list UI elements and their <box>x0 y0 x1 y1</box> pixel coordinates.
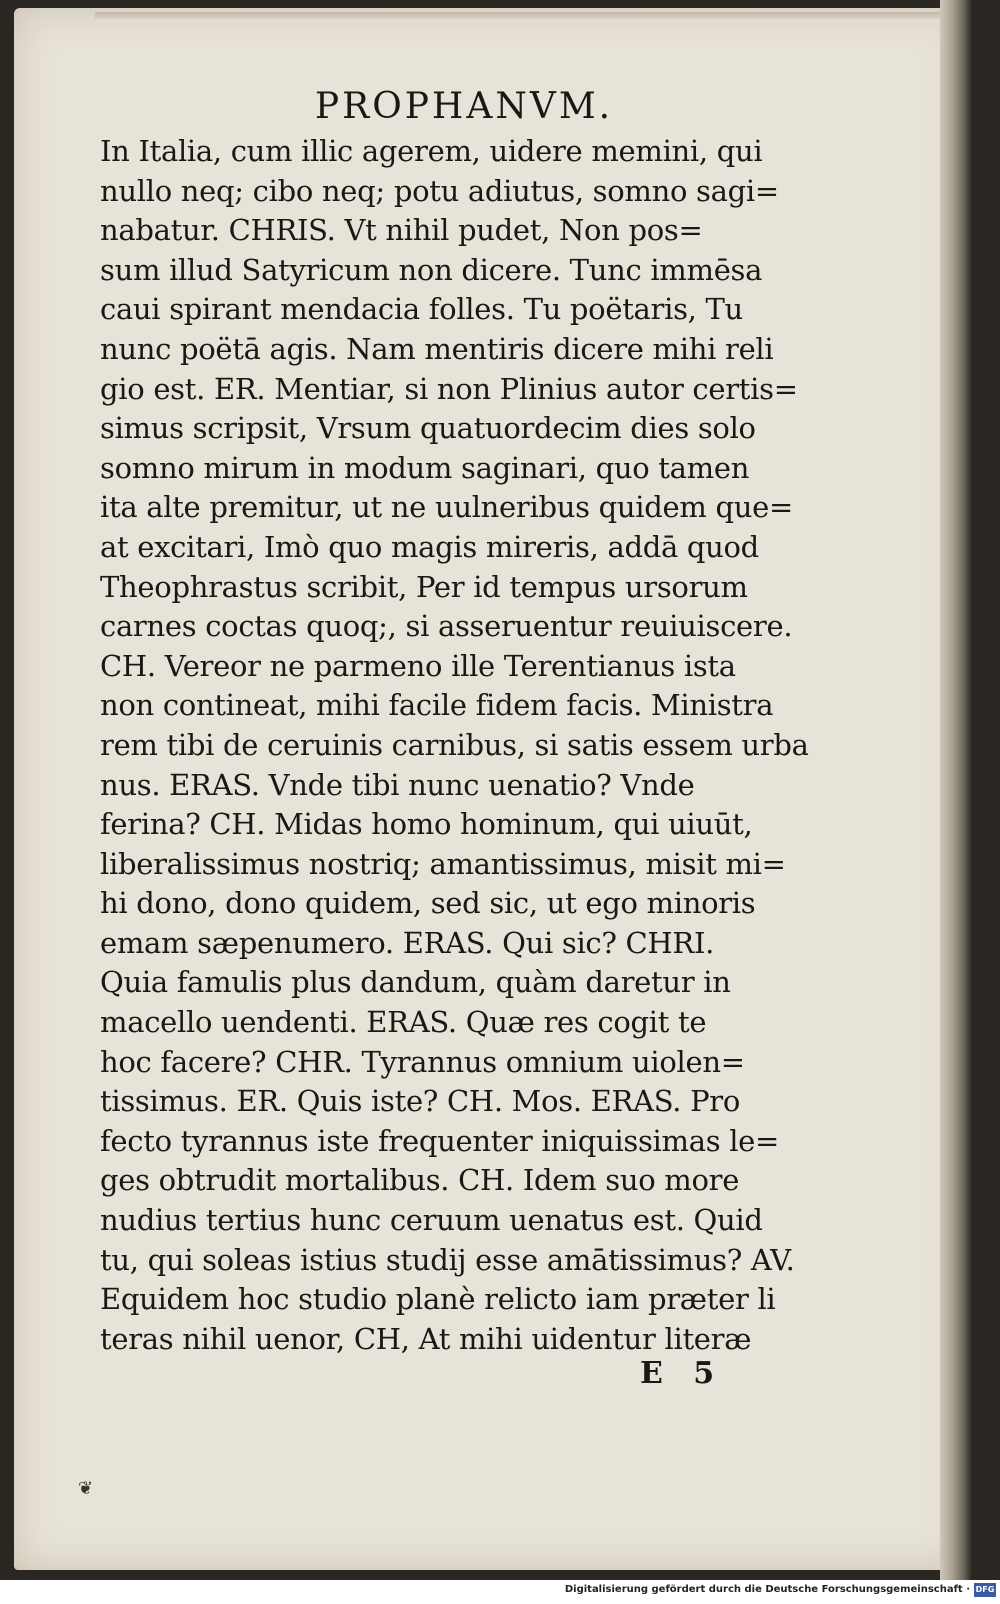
text-line: CH. Vereor ne parmeno ille Terentianus ista <box>100 648 736 683</box>
text-line: nudius tertius hunc ceruum uenatus est. Quid <box>100 1203 763 1238</box>
text-line: non contineat, mihi facile fidem facis. Ministra <box>100 688 774 723</box>
text-line: In Italia, cum illic agerem, uidere memini, qui <box>100 134 763 168</box>
text-line: gio est. ER. Mentiar, si non Plinius autor certis= <box>100 371 798 406</box>
text-line: emam sæpenumero. ERAS. Qui sic? CHRI. <box>100 925 715 960</box>
text-line: nunc poëtā agis. Nam mentiris dicere mihi reli <box>100 331 774 366</box>
text-line: ferina? CH. Midas homo hominum, qui uiuūt, <box>100 807 753 842</box>
text-line: carnes coctas quoq;, si asseruentur reuiuiscere. <box>100 609 793 644</box>
page-top-edge <box>94 12 964 22</box>
text-line: teras nihil uenor, CH, At mihi uidentur literæ <box>100 1321 752 1356</box>
ornament-icon: ❦ <box>78 1478 94 1499</box>
page-gutter <box>940 0 972 1580</box>
text-line: at excitari, Imò quo magis mireris, addā quod <box>100 529 759 564</box>
running-head: PROPHANVM. <box>314 86 614 127</box>
text-line: ges obtrudit mortalibus. CH. Idem suo more <box>100 1163 740 1198</box>
text-line: hi dono, dono quidem, sed sic, ut ego minoris <box>100 886 756 921</box>
text-line: liberalissimus nostriq; amantissimus, misit mi= <box>100 846 786 881</box>
text-line: macello uendenti. ERAS. Quæ res cogit te <box>100 1005 707 1040</box>
text-line: fecto tyrannus iste frequenter iniquissimas le= <box>100 1123 780 1158</box>
text-line: Theophrastus scribit, Per id tempus ursorum <box>100 569 748 604</box>
text-line: caui spirant mendacia folles. Tu poëtaris, Tu <box>100 292 743 327</box>
text-line: ita alte premitur, ut ne uulneribus quidem que= <box>100 490 793 525</box>
text-line: rem tibi de ceruinis carnibus, si satis essem urba <box>100 727 809 762</box>
text-line: sum illud Satyricum non dicere. Tunc immēsa <box>100 252 763 287</box>
text-line: tissimus. ER. Quis iste? CH. Mos. ERAS. Pro <box>100 1084 741 1119</box>
text-line: simus scripsit, Vrsum quatuordecim dies solo <box>100 411 756 446</box>
text-line: Equidem hoc studio planè relicto iam præter li <box>100 1282 776 1317</box>
footer-bar <box>0 1580 1000 1604</box>
dfg-logo: DFG <box>974 1583 996 1597</box>
signature-mark: E 5 <box>640 1356 725 1391</box>
text-line: nabatur. CHRIS. Vt nihil pudet, Non pos= <box>100 213 703 248</box>
book-page <box>14 8 966 1570</box>
text-line: somno mirum in modum saginari, quo tamen <box>100 450 750 485</box>
text-block <box>100 132 830 1359</box>
text-line: nus. ERAS. Vnde tibi nunc uenatio? Vnde <box>100 767 695 802</box>
text-line: tu, qui soleas istius studij esse amātissimus? AV. <box>100 1242 795 1277</box>
text-line: nullo neq; cibo neq; potu adiutus, somno sagi= <box>100 173 779 208</box>
text-line: hoc facere? CHR. Tyrannus omnium uiolen= <box>100 1044 745 1079</box>
footer-credit: Digitalisierung gefördert durch die Deutsche Forschungsgemeinschaft · <box>564 1584 970 1595</box>
text-line: Quia famulis plus dandum, quàm daretur in <box>100 965 731 1000</box>
